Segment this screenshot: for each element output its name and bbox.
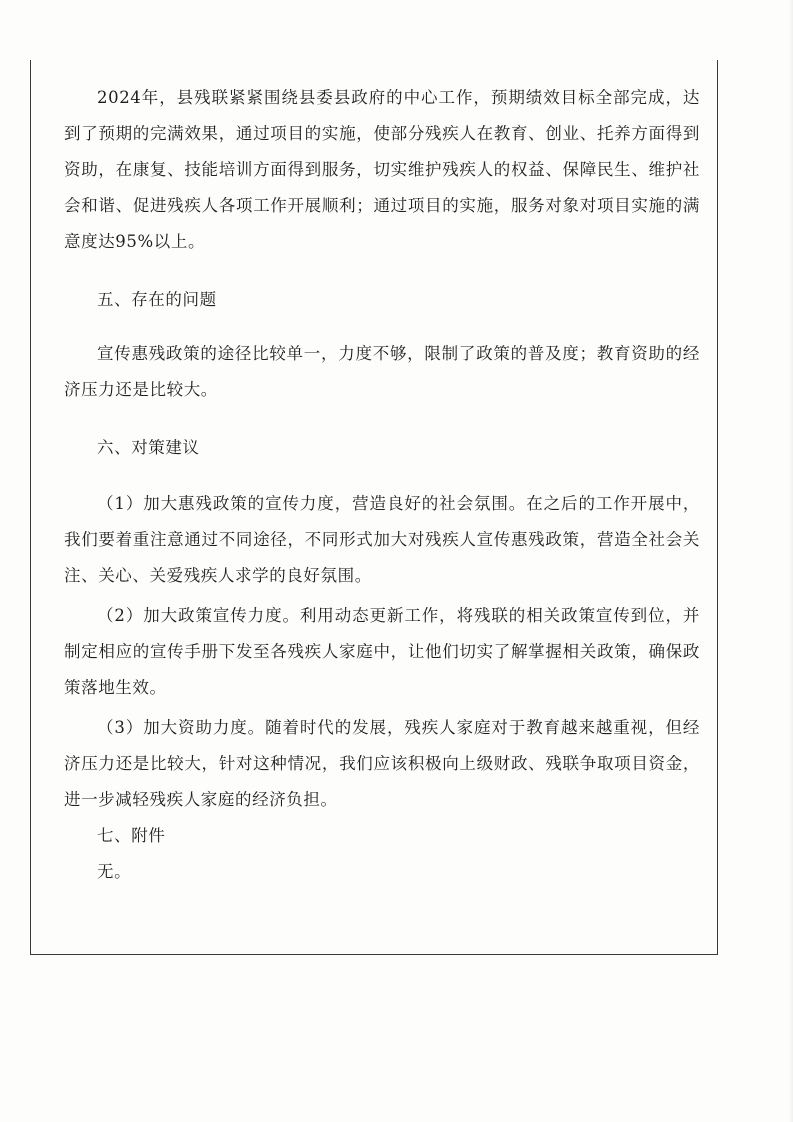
section-heading-attachments: 七、附件 xyxy=(97,826,166,845)
spacer xyxy=(64,260,700,282)
spacer xyxy=(64,318,700,336)
suggestion-item-2: （2）加大政策宣传力度。利用动态更新工作，将残联的相关政策宣传到位，并制定相应的宣传手册下发至各残疾人家庭中，让他们切实了解掌握相关政策，确保政策落地生效。 xyxy=(64,606,700,697)
attachments-paragraph: 无。 xyxy=(97,862,132,881)
spacer xyxy=(64,466,700,486)
section-heading-problems: 五、存在的问题 xyxy=(97,290,217,309)
scan-edge xyxy=(789,0,793,1122)
document-body xyxy=(30,80,718,890)
problems-paragraph: 宣传惠残政策的途径比较单一，力度不够，限制了政策的普及度；教育资助的经济压力还是比较大。 xyxy=(64,344,700,399)
section-heading-suggestions: 六、对策建议 xyxy=(97,438,200,457)
suggestion-item-1: （1）加大惠残政策的宣传力度，营造良好的社会氛围。在之后的工作开展中，我们要着重注意通过不同途径，不同形式加大对残疾人宣传惠残政策，营造全社会关注、关心、关爱残疾人求学的良好氛围。 xyxy=(64,494,700,585)
suggestion-item-3: （3）加大资助力度。随着时代的发展，残疾人家庭对于教育越来越重视，但经济压力还是比较大，针对这种情况，我们应该积极向上级财政、残联争取项目资金，进一步减轻残疾人家庭的经济负担。 xyxy=(64,718,700,809)
summary-paragraph: 2024年，县残联紧紧围绕县委县政府的中心工作，预期绩效目标全部完成，达到了预期的完满效果，通过项目的实施，使部分残疾人在教育、创业、托养方面得到资助，在康复、技能培训方面得到服务，切实维护残疾人的权益、保障民生、维护社会和谐、促进残疾人各项工作开展顺利；通过项目的实施，服务对象对项目实施的满意度达95%以上。 xyxy=(64,88,700,251)
spacer xyxy=(64,408,700,430)
